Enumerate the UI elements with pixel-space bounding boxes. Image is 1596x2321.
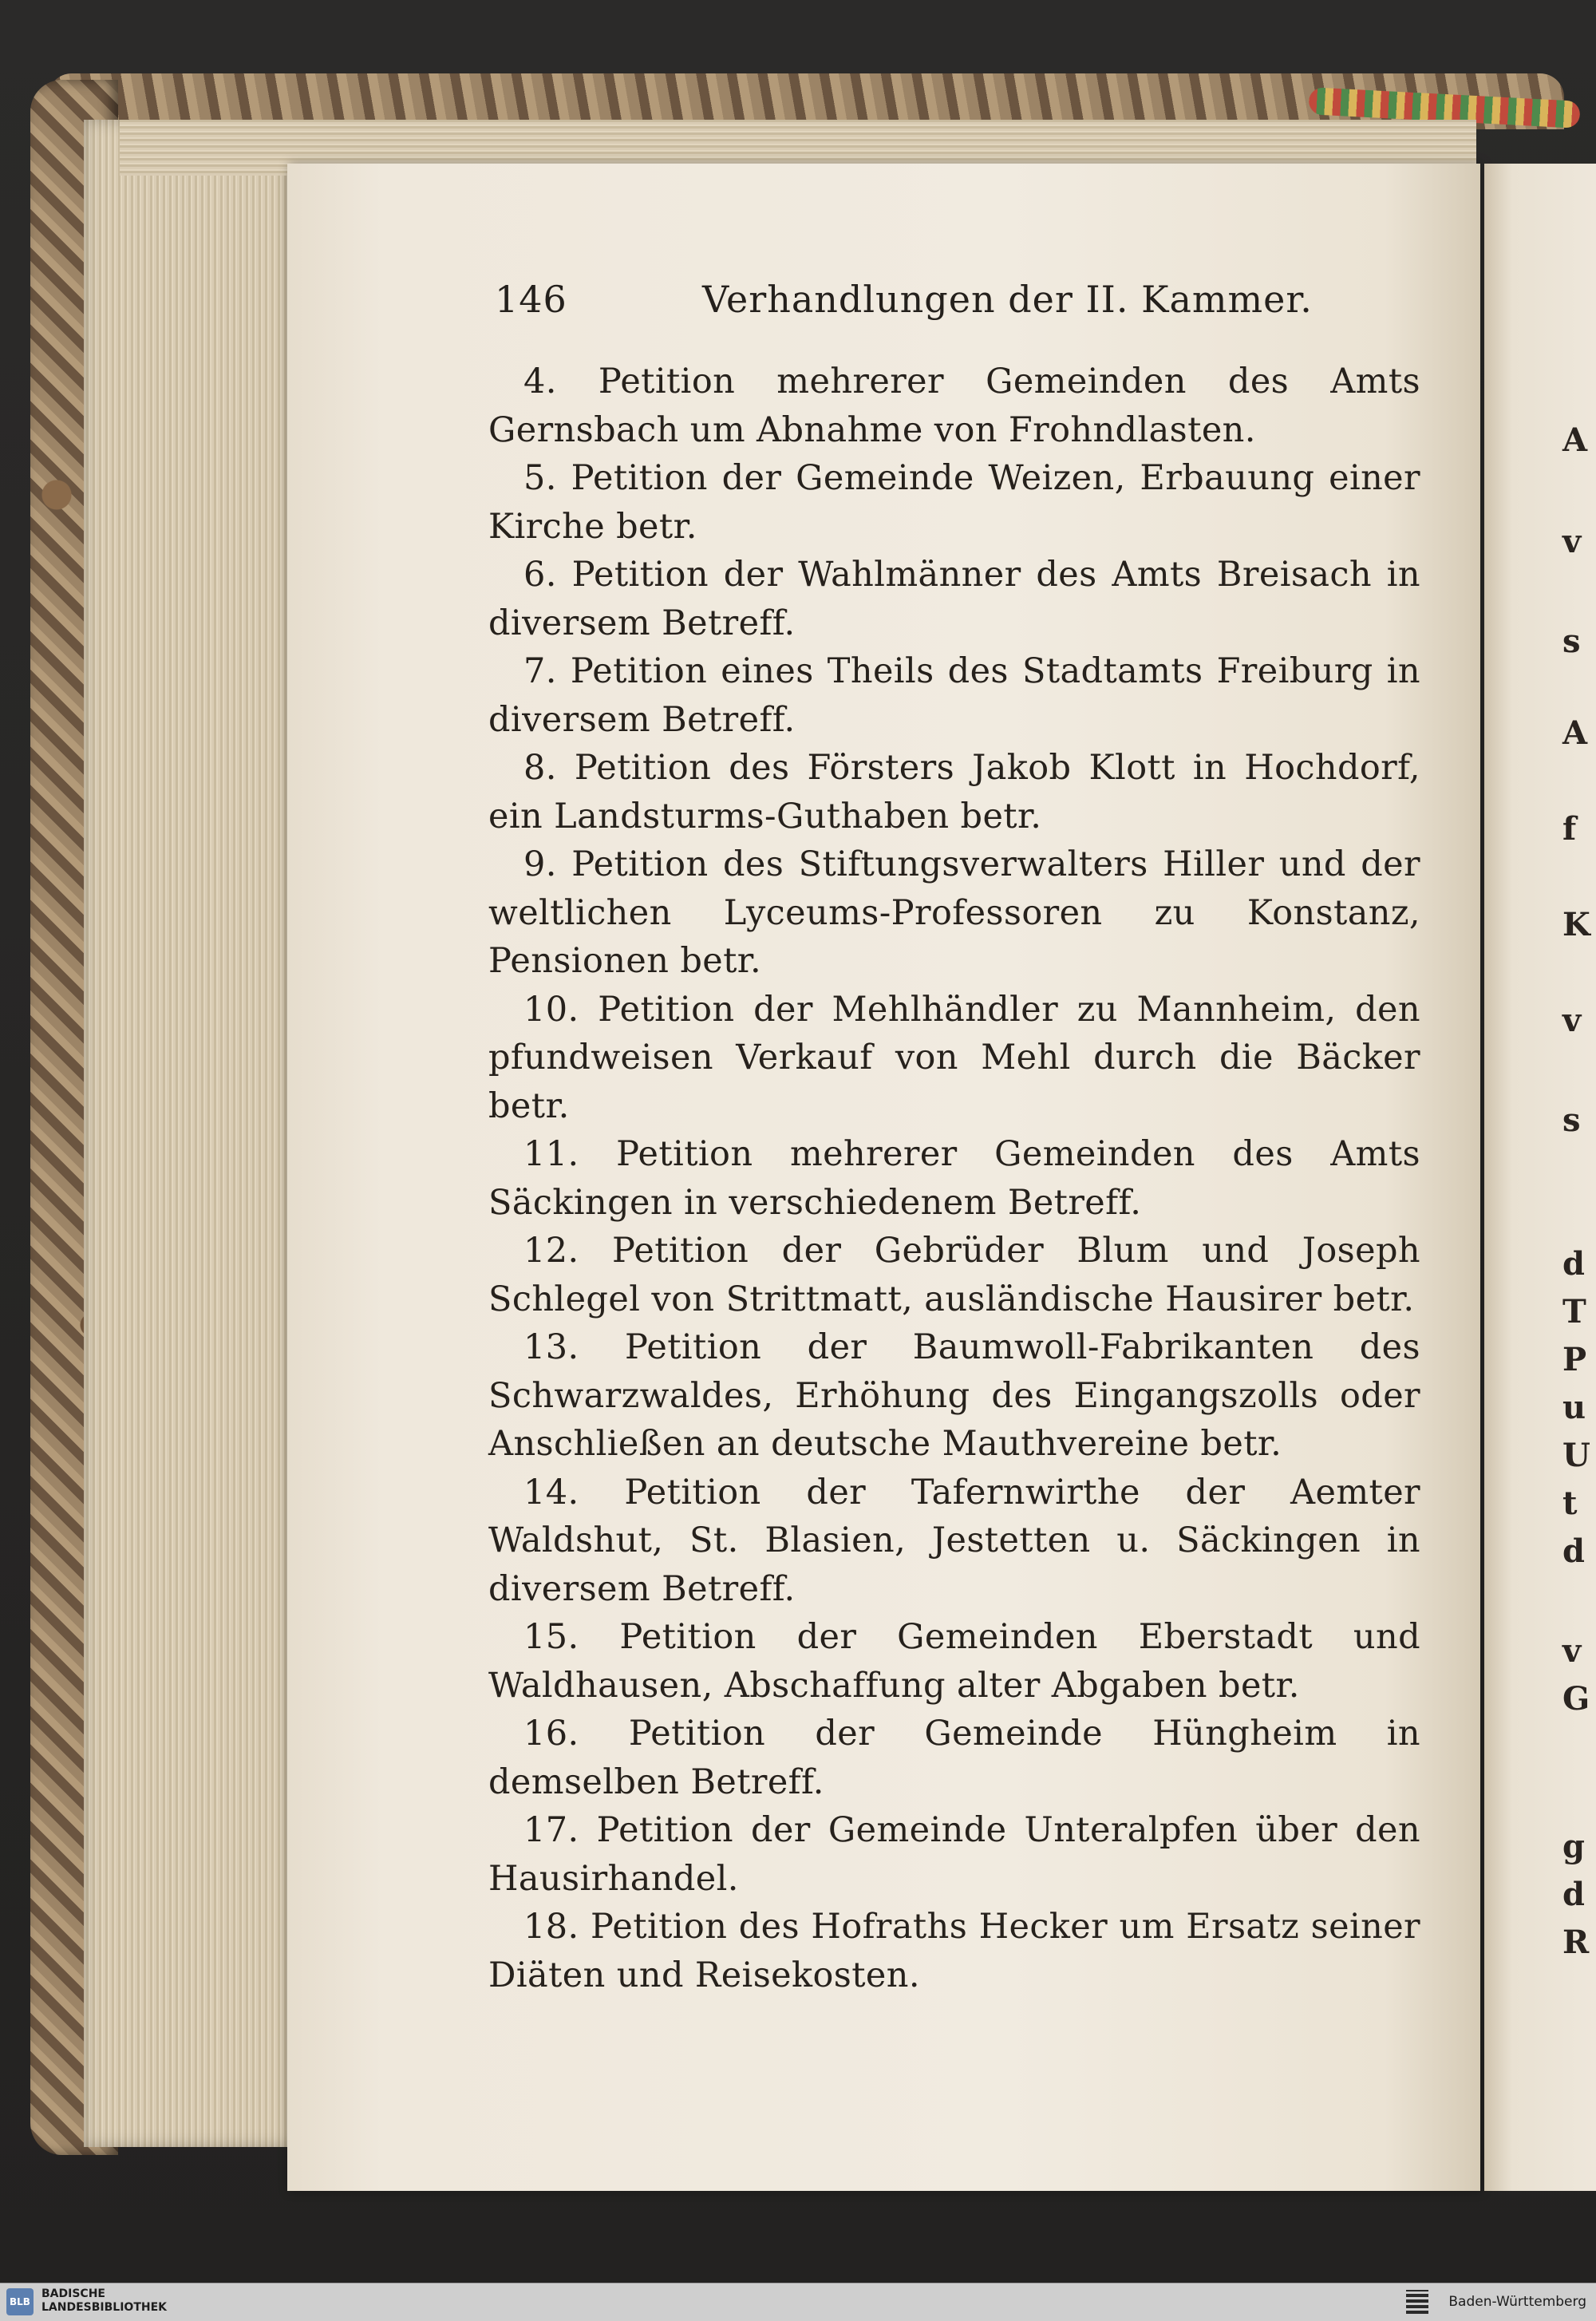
page-number: 146 — [495, 278, 567, 321]
facing-page-fragment: g — [1562, 1828, 1585, 1865]
facing-page-fragment: A — [1562, 714, 1588, 752]
petition-entry: 13. Petition der Baumwoll-Fabrikanten des Schwarzwaldes, Erhöhung des Eingangszolls oder Anschließen an deutsche Mauthvereine betr. — [488, 1327, 1420, 1464]
state-name[interactable]: Baden-Württemberg — [1448, 2294, 1586, 2310]
petition-entry: 16. Petition der Gemeinde Hüngheim in demselben Betreff. — [488, 1714, 1420, 1802]
petition-entry: 10. Petition der Mehlhändler zu Mannheim, den pfundweisen Verkauf von Mehl durch die Bäcker betr. — [488, 989, 1420, 1126]
petition-entry: 14. Petition der Tafernwirthe der Aemter Waldshut, St. Blasien, Jestetten u. Säckingen in diversem Betreff. — [488, 1472, 1420, 1609]
facing-page-fragment: P — [1562, 1341, 1587, 1378]
petition-entry: 6. Petition der Wahlmänner des Amts Breisach in diversem Betreff. — [488, 555, 1420, 643]
petition-entry: 5. Petition der Gemeinde Weizen, Erbauung einer Kirche betr. — [488, 458, 1420, 547]
blb-logo-icon[interactable]: BLB — [6, 2288, 34, 2315]
facing-page-fragment: U — [1562, 1437, 1590, 1474]
facing-page-fragment: d — [1562, 1876, 1585, 1913]
running-title: Verhandlungen der II. Kammer. — [702, 278, 1313, 321]
library-name[interactable] — [41, 2287, 167, 2315]
petition-entry: 12. Petition der Gebrüder Blum und Joseph Schlegel von Strittmatt, ausländische Hausirer betr. — [488, 1231, 1420, 1319]
petition-entry: 4. Petition mehrerer Gemeinden des Amts Gernsbach um Abnahme von Frohndlasten. — [488, 362, 1420, 450]
baden-wuerttemberg-emblem-icon — [1406, 2290, 1428, 2314]
facing-page-fragment: s — [1562, 1101, 1581, 1139]
facing-page-fragment: R — [1562, 1924, 1590, 1961]
page-block-edges — [84, 120, 291, 2147]
facing-page-fragment: G — [1562, 1680, 1590, 1718]
viewer-footer-bar — [0, 2283, 1596, 2321]
library-name-line2: LANDESBIBLIOTHEK — [41, 2301, 168, 2314]
library-name-line1: BADISCHE — [41, 2287, 105, 2300]
facing-page-fragment: A — [1562, 421, 1588, 459]
facing-page-fragment: v — [1562, 1632, 1582, 1670]
petition-entry: 9. Petition des Stiftungsverwalters Hiller und der weltlichen Lyceums-Professoren zu Konstanz, Pensionen betr. — [488, 844, 1420, 981]
facing-page-fragment: s — [1562, 623, 1581, 660]
petition-entry: 8. Petition des Försters Jakob Klott in Hochdorf, ein Landsturms-Guthaben betr. — [488, 748, 1420, 836]
facing-page-fragment: v — [1562, 1002, 1582, 1039]
facing-page-fragment: K — [1562, 906, 1590, 943]
facing-page-fragment: f — [1562, 810, 1577, 848]
facing-page-fragment: u — [1562, 1389, 1586, 1426]
petition-entry: 17. Petition der Gemeinde Unteralpfen über den Hausirhandel. — [488, 1810, 1420, 1899]
petition-list — [488, 358, 1420, 1999]
facing-page-fragment: T — [1562, 1293, 1586, 1331]
petition-entry: 15. Petition der Gemeinden Eberstadt und Waldhausen, Abschaffung alter Abgaben betr. — [488, 1617, 1420, 1706]
facing-page-fragment: d — [1562, 1532, 1585, 1570]
petition-entry: 18. Petition des Hofraths Hecker um Ersatz seiner Diäten und Reisekosten. — [488, 1907, 1420, 1995]
petition-entry: 7. Petition eines Theils des Stadtamts Freiburg in diversem Betreff. — [488, 651, 1420, 740]
petition-entry: 11. Petition mehrerer Gemeinden des Amts Säckingen in verschiedenem Betreff. — [488, 1134, 1420, 1223]
facing-page-fragment: t — [1562, 1485, 1578, 1522]
facing-page-fragment: d — [1562, 1245, 1585, 1283]
facing-page-fragment: v — [1562, 523, 1582, 560]
